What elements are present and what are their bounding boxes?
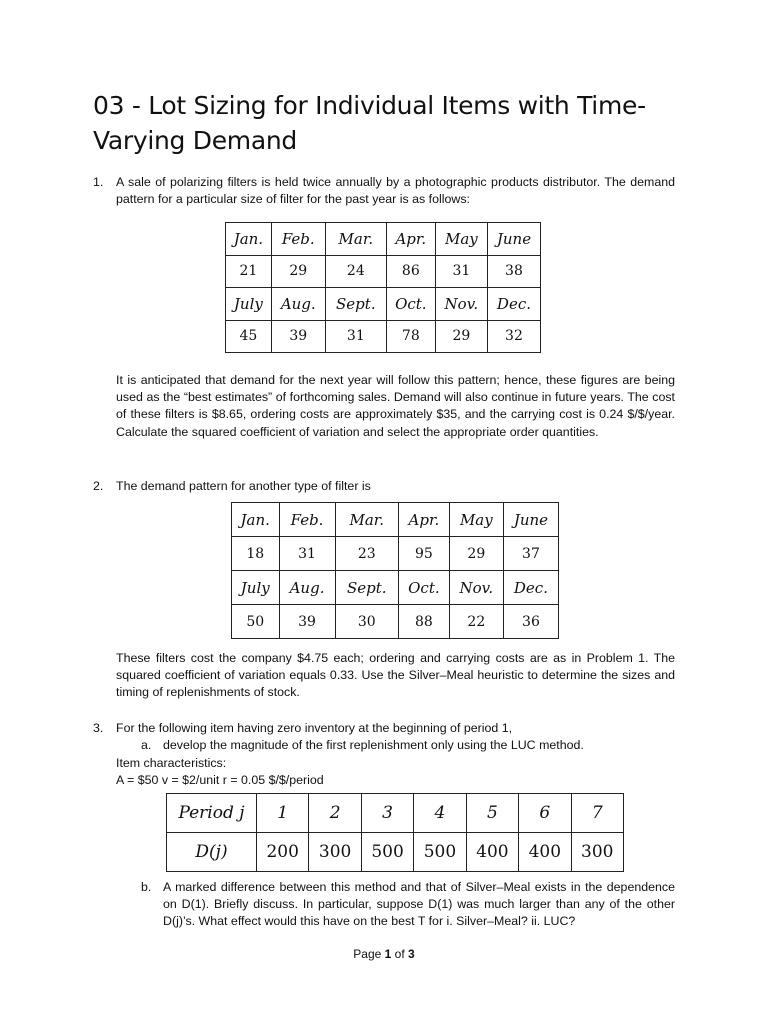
period-cell: 4 — [414, 794, 466, 833]
footer-middle: of — [391, 947, 409, 961]
problem-2-number: 2. — [93, 479, 104, 493]
month-cell: Aug. — [279, 571, 335, 605]
page-footer — [0, 947, 768, 961]
month-cell: Feb. — [279, 503, 335, 537]
demand-value-cell: 500 — [361, 833, 413, 872]
table-row — [232, 537, 559, 571]
demand-cell: 30 — [335, 605, 398, 639]
problem-3-period-table — [166, 793, 624, 872]
problem-1-body: It is anticipated that demand for the next year will follow this pattern; hence, these figures are being used as the “best estimates” of forthcoming sales. Demand will also continue in future years. The cost of these filters is $8.65, ordering costs are approximately $35, and the carrying cost is 0.24 $/$/year. Calculate the squared coefficient of variation and select the appropriate order quantities. — [116, 373, 675, 439]
demand-value-cell: 300 — [309, 833, 361, 872]
demand-value-cell: 300 — [571, 833, 623, 872]
demand-value-cell: 500 — [414, 833, 466, 872]
problem-3-number: 3. — [93, 721, 104, 735]
footer-current-page: 1 — [384, 947, 392, 961]
month-cell: May — [435, 223, 487, 256]
month-cell: Sept. — [335, 571, 398, 605]
demand-cell: 39 — [279, 605, 335, 639]
month-cell: Oct. — [398, 571, 449, 605]
footer-prefix: Page — [353, 947, 385, 961]
problem-2-intro: The demand pattern for another type of filter is — [116, 479, 371, 493]
month-cell: Sept. — [325, 288, 386, 321]
demand-cell: 29 — [449, 537, 503, 571]
period-cell: 2 — [309, 794, 361, 833]
period-header-cell: Period j — [167, 794, 257, 833]
month-cell: June — [487, 223, 540, 256]
demand-cell: 31 — [279, 537, 335, 571]
demand-cell: 29 — [271, 255, 325, 288]
demand-header-cell: D(j) — [167, 833, 257, 872]
demand-cell: 23 — [335, 537, 398, 571]
item-characteristics: A = $50 v = $2/unit r = 0.05 $/$/period — [116, 773, 324, 787]
demand-cell: 24 — [325, 255, 386, 288]
period-cell: 5 — [466, 794, 518, 833]
table-row — [226, 288, 541, 321]
table-row — [226, 320, 541, 353]
table-row — [232, 571, 559, 605]
problem-3-item-a: develop the magnitude of the first replenishment only using the LUC method. — [163, 738, 584, 752]
demand-cell: 36 — [503, 605, 558, 639]
problem-3-item-a-marker: a. — [141, 738, 152, 752]
month-cell: Nov. — [449, 571, 503, 605]
footer-total-pages: 3 — [408, 947, 415, 961]
month-cell: Apr. — [398, 503, 449, 537]
demand-cell: 21 — [226, 255, 272, 288]
problem-1-number: 1. — [93, 175, 104, 189]
month-cell: Mar. — [325, 223, 386, 256]
demand-cell: 78 — [386, 320, 435, 353]
demand-value-cell: 400 — [466, 833, 518, 872]
month-cell: Mar. — [335, 503, 398, 537]
month-cell: Oct. — [386, 288, 435, 321]
demand-cell: 50 — [232, 605, 280, 639]
table-row — [167, 833, 624, 872]
table-row — [167, 794, 624, 833]
demand-cell: 18 — [232, 537, 280, 571]
month-cell: Feb. — [271, 223, 325, 256]
period-cell: 1 — [256, 794, 308, 833]
problem-2-demand-table — [231, 502, 559, 639]
month-cell: June — [503, 503, 558, 537]
month-cell: Jan. — [226, 223, 272, 256]
document-title: 03 - Lot Sizing for Individual Items with Time-Varying Demand — [93, 91, 646, 155]
demand-cell: 95 — [398, 537, 449, 571]
month-cell: Apr. — [386, 223, 435, 256]
problem-2-body: These filters cost the company $4.75 each; ordering and carrying costs are as in Problem 1. The squared coefficient of variation equals 0.33. Use the Silver–Meal heuristic to determine the sizes and timing of replenishments of stock. — [116, 651, 675, 700]
demand-cell: 29 — [435, 320, 487, 353]
month-cell: May — [449, 503, 503, 537]
month-cell: Dec. — [487, 288, 540, 321]
demand-cell: 38 — [487, 255, 540, 288]
month-cell: Jan. — [232, 503, 280, 537]
demand-cell: 88 — [398, 605, 449, 639]
period-cell: 6 — [519, 794, 571, 833]
table-row — [226, 223, 541, 256]
table-row — [232, 503, 559, 537]
demand-value-cell: 200 — [256, 833, 308, 872]
table-row — [226, 255, 541, 288]
month-cell: Nov. — [435, 288, 487, 321]
demand-value-cell: 400 — [519, 833, 571, 872]
period-cell: 7 — [571, 794, 623, 833]
month-cell: Aug. — [271, 288, 325, 321]
period-cell: 3 — [361, 794, 413, 833]
problem-3-intro: For the following item having zero inventory at the beginning of period 1, — [116, 721, 513, 735]
problem-1-demand-table — [225, 222, 541, 353]
month-cell: July — [232, 571, 280, 605]
problem-1-intro: A sale of polarizing filters is held twice annually by a photographic products distributor. The demand pattern for a particular size of filter for the past year is as follows: — [116, 175, 675, 207]
demand-cell: 37 — [503, 537, 558, 571]
demand-cell: 39 — [271, 320, 325, 353]
item-characteristics-label: Item characteristics: — [116, 756, 227, 770]
demand-cell: 86 — [386, 255, 435, 288]
problem-3-item-b: A marked difference between this method and that of Silver–Meal exists in the dependence on D(1). Briefly discuss. In particular, suppose D(1) was much larger than any of the other D(j)’s. What effect would this have on the best T for i. Silver–Meal? ii. LUC? — [163, 880, 675, 929]
month-cell: Dec. — [503, 571, 558, 605]
demand-cell: 22 — [449, 605, 503, 639]
demand-cell: 31 — [325, 320, 386, 353]
problem-3-item-b-marker: b. — [141, 880, 152, 894]
month-cell: July — [226, 288, 272, 321]
demand-cell: 45 — [226, 320, 272, 353]
demand-cell: 31 — [435, 255, 487, 288]
demand-cell: 32 — [487, 320, 540, 353]
table-row — [232, 605, 559, 639]
